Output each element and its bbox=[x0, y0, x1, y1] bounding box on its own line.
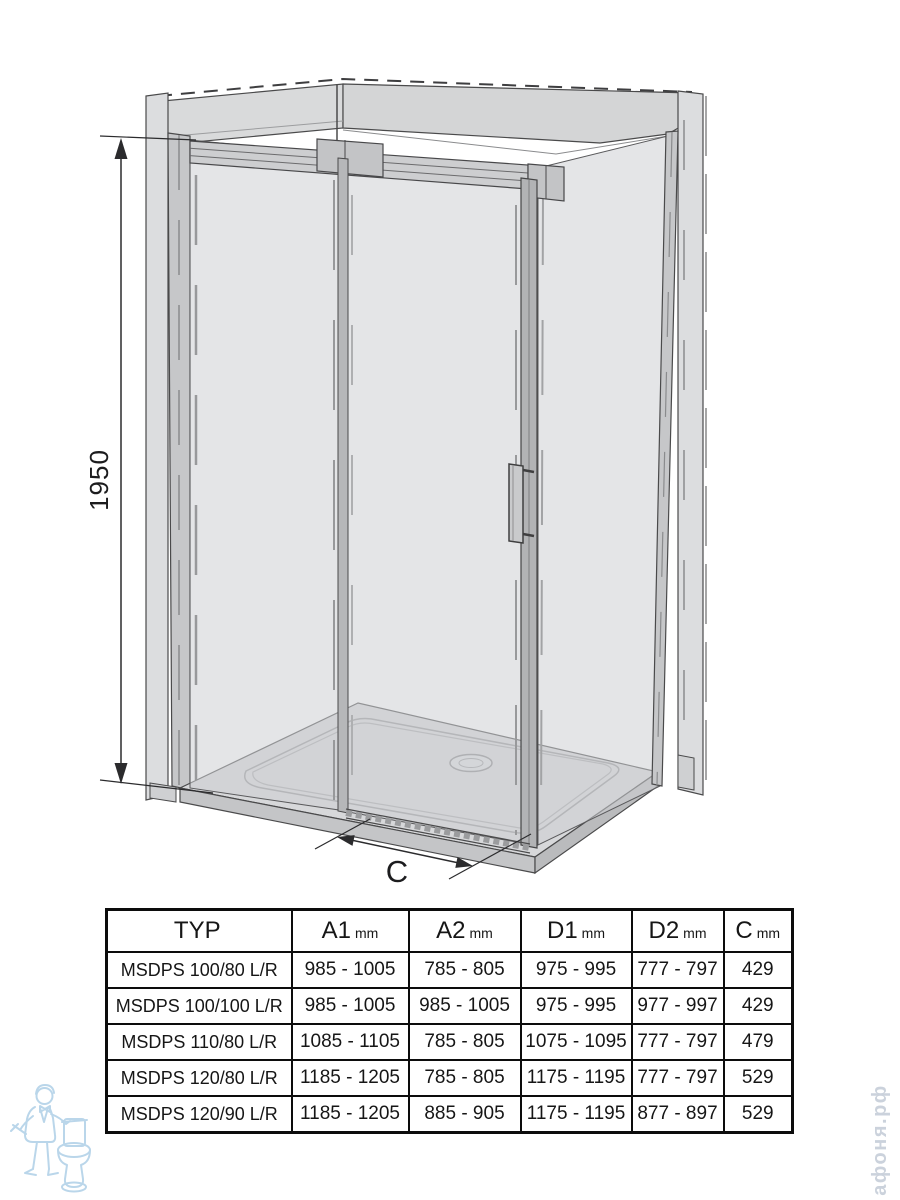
cell-d1: 1075 - 1095 bbox=[521, 1024, 632, 1060]
cell-a2: 785 - 805 bbox=[409, 1024, 521, 1060]
left-wall bbox=[146, 93, 190, 802]
cell-a1: 1185 - 1205 bbox=[292, 1096, 409, 1133]
cell-typ: MSDPS 100/100 L/R bbox=[107, 988, 292, 1024]
cell-d1: 1175 - 1195 bbox=[521, 1096, 632, 1133]
cell-a1: 985 - 1005 bbox=[292, 952, 409, 988]
cell-d1: 975 - 995 bbox=[521, 988, 632, 1024]
table-row bbox=[107, 1096, 793, 1133]
plumber-feet bbox=[25, 1169, 58, 1175]
cell-c: 479 bbox=[724, 1024, 793, 1060]
cell-c: 529 bbox=[724, 1096, 793, 1133]
left-wall-strip bbox=[146, 93, 168, 800]
col-header-c: C mm bbox=[724, 910, 793, 953]
col-header-a1: A1 mm bbox=[292, 910, 409, 953]
cell-d1: 975 - 995 bbox=[521, 952, 632, 988]
cell-typ: MSDPS 120/90 L/R bbox=[107, 1096, 292, 1133]
cell-d1: 1175 - 1195 bbox=[521, 1060, 632, 1096]
right-wall-strip bbox=[678, 91, 703, 795]
right-wall bbox=[678, 91, 706, 795]
cell-d2: 777 - 797 bbox=[632, 1060, 724, 1096]
table-row bbox=[107, 1060, 793, 1096]
cell-d2: 877 - 897 bbox=[632, 1096, 724, 1133]
fixed-glass-panel bbox=[190, 140, 339, 810]
cell-d2: 777 - 797 bbox=[632, 1024, 724, 1060]
glass-panels bbox=[190, 134, 676, 845]
cell-a2: 785 - 805 bbox=[409, 952, 521, 988]
table-header-row bbox=[107, 910, 793, 953]
top-frame-right-face bbox=[343, 84, 692, 143]
cell-c: 529 bbox=[724, 1060, 793, 1096]
table-row bbox=[107, 1024, 793, 1060]
col-header-d2: D2 mm bbox=[632, 910, 724, 953]
plumber-watermark-icon bbox=[11, 1085, 90, 1192]
right-wall-foot bbox=[678, 755, 694, 790]
sliding-door-glass bbox=[348, 158, 522, 843]
middle-profile bbox=[338, 158, 348, 813]
cell-a1: 1085 - 1105 bbox=[292, 1024, 409, 1060]
col-header-d1: D1 mm bbox=[521, 910, 632, 953]
cell-d2: 777 - 797 bbox=[632, 952, 724, 988]
dimension-arrow-down bbox=[115, 763, 128, 784]
width-dimension-label: C bbox=[385, 854, 409, 889]
plumber-legs bbox=[33, 1142, 49, 1169]
cell-typ: MSDPS 100/80 L/R bbox=[107, 952, 292, 988]
cell-c: 429 bbox=[724, 988, 793, 1024]
cell-typ: MSDPS 110/80 L/R bbox=[107, 1024, 292, 1060]
dimension-arrow-up bbox=[115, 138, 128, 159]
cell-a2: 785 - 805 bbox=[409, 1060, 521, 1096]
plumber-head bbox=[37, 1088, 53, 1104]
cell-typ: MSDPS 120/80 L/R bbox=[107, 1060, 292, 1096]
cell-d2: 977 - 997 bbox=[632, 988, 724, 1024]
height-dimension-label: 1950 bbox=[84, 449, 114, 511]
dimension-arrow-left bbox=[337, 835, 355, 846]
table-row bbox=[107, 988, 793, 1024]
top-frame bbox=[152, 79, 692, 154]
cell-a2: 985 - 1005 bbox=[409, 988, 521, 1024]
roller-carrier-mid bbox=[317, 139, 383, 177]
site-watermark: афоня.рф bbox=[869, 1084, 891, 1196]
cell-a2: 885 - 905 bbox=[409, 1096, 521, 1133]
col-header-typ: TYP bbox=[107, 910, 292, 953]
cell-a1: 1185 - 1205 bbox=[292, 1060, 409, 1096]
dimension-table bbox=[105, 908, 794, 1134]
col-header-a2: A2 mm bbox=[409, 910, 521, 953]
cell-c: 429 bbox=[724, 952, 793, 988]
cell-a1: 985 - 1005 bbox=[292, 988, 409, 1024]
table-row bbox=[107, 952, 793, 988]
handle-bar bbox=[509, 464, 523, 543]
